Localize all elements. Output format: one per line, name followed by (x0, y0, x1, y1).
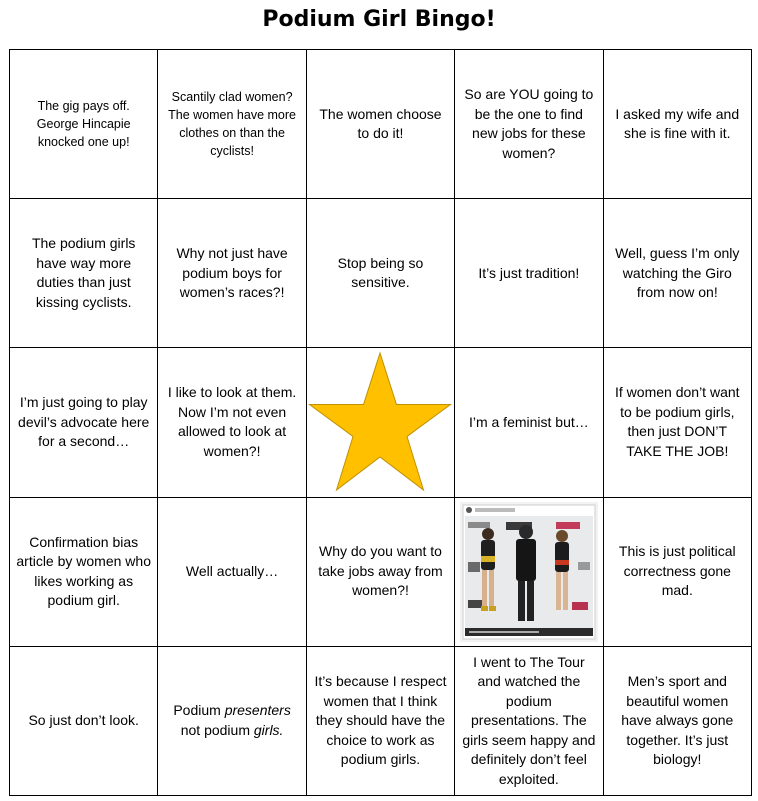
bingo-row (10, 497, 752, 646)
bingo-cell: Why not just have podium boys for women’s races?! (158, 199, 306, 348)
bingo-cell: Well, guess I’m only watching the Giro from now on! (603, 199, 751, 348)
bingo-cell: The women choose to do it! (306, 50, 454, 199)
bingo-cell: So just don’t look. (10, 646, 158, 795)
presenters-text-2: presenters (224, 702, 291, 719)
bingo-cell: I went to The Tour and watched the podium presentations. The girls seem happy and definitely don’t feel exploited. (455, 646, 603, 795)
bingo-cell: So are YOU going to be the one to find new jobs for these women? (455, 50, 603, 199)
bingo-cell: Men’s sport and beautiful women have always gone together. It’s just biology! (603, 646, 751, 795)
bingo-cell: Why do you want to take jobs away from women?! (306, 497, 454, 646)
bingo-cell: It’s just tradition! (455, 199, 603, 348)
bingo-cell: It’s because I respect women that I think they should have the choice to work as podium girls. (306, 646, 454, 795)
bingo-cell: Confirmation bias article by women who likes working as podium girl. (10, 497, 158, 646)
bingo-row (10, 348, 752, 497)
bingo-cell: I asked my wife and she is fine with it. (603, 50, 751, 199)
bingo-cell: Scantily clad women? The women have more clothes on than the cyclists! (158, 50, 306, 199)
bingo-cell: Stop being so sensitive. (306, 199, 454, 348)
page-title: Podium Girl Bingo! (262, 7, 496, 32)
presenters-text-3: not podium (180, 721, 254, 738)
bingo-cell: The gig pays off. George Hincapie knocked one up! (10, 50, 158, 199)
photo-cell (455, 497, 603, 646)
bingo-row (10, 199, 752, 348)
presenters-cell (158, 646, 306, 795)
bingo-row (10, 50, 752, 199)
bingo-cell: Well actually… (158, 497, 306, 646)
bingo-cell: If women don’t want to be podium girls, then just DON’T TAKE THE JOB! (603, 348, 751, 497)
bingo-row (10, 646, 752, 795)
bingo-cell: I like to look at them. Now I’m not even allowed to look at women?! (158, 348, 306, 497)
podium-photo (460, 502, 598, 642)
bingo-cell: This is just political correctness gone mad. (603, 497, 751, 646)
star-icon (307, 349, 453, 495)
presenters-text-1: Podium (173, 702, 225, 719)
free-space-cell (306, 348, 454, 497)
bingo-cell: I’m a feminist but… (455, 348, 603, 497)
presenters-text-4: girls. (253, 721, 284, 738)
bingo-board (9, 49, 752, 796)
bingo-cell: I’m just going to play devil’s advocate here for a second… (10, 348, 158, 497)
bingo-cell: The podium girls have way more duties than just kissing cyclists. (10, 199, 158, 348)
